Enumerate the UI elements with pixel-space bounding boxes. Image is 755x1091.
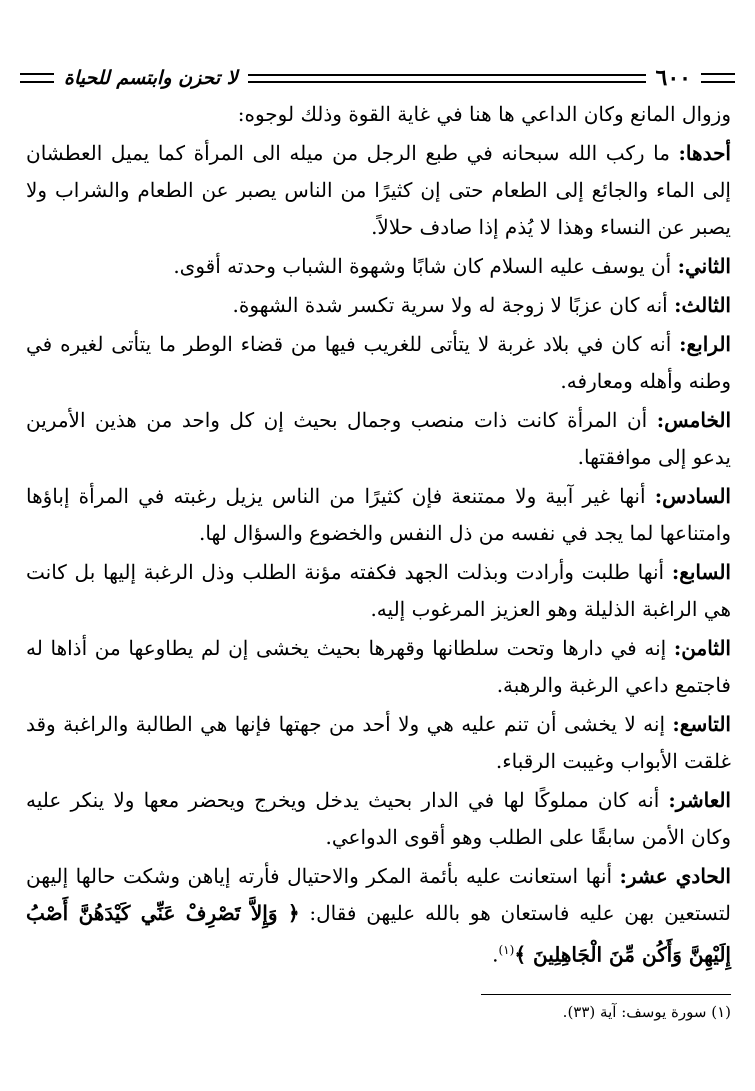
reason-text: إنه لا يخشى أن تنم عليه هي ولا أحد من جهتها فإنها هي الطالبة والراغبة وقد غلقت الأبواب وغيبت الرقباء. [26,712,731,773]
reason-paragraph [26,402,731,476]
reason-text: أنه كان عزبًا لا زوجة له ولا سرية تكسر شدة الشهوة. [232,293,675,317]
reason-paragraph [26,478,731,552]
sentence-end: . [492,942,499,967]
running-header [20,58,735,98]
reason-lead: أحدها: [678,141,731,165]
reason-paragraph-last [26,858,731,974]
reason-lead: الحادي عشر: [619,864,731,888]
reason-lead: السابع: [671,560,731,584]
reason-paragraph [26,287,731,324]
reason-text: أنها استعانت عليه بأئمة المكر والاحتيال فأرته إياهن وشكت حالها إليهن لتستعين بهن عليه فاستعان هو بالله عليهن فقال: [26,864,731,925]
running-title: لا تحزن وابتسم للحياة [64,67,238,89]
reason-paragraph [26,630,731,704]
page-number: ٦٠٠ [655,65,691,91]
reason-paragraph [26,326,731,400]
reason-text: أنه كان مملوكًا لها في الدار بحيث يدخل ويخرج ويحضر معها ولا ينكر عليه وكان الأمن سابقًا على الطلب وهو أقوى الدواعي. [26,788,731,849]
footnote-marker[interactable]: (١) [498,943,515,957]
reason-paragraph [26,706,731,780]
reason-text: ما ركب الله سبحانه في طبع الرجل من ميله الى المرأة كما يميل العطشان إلى الماء والجائع إلى الطعام حتى إن كثيرًا من الناس يصبر عن الطعام والشراب ولا يصبر عن النساء وهذا لا يُذم إذا صادف حلالاً. [26,141,731,239]
reason-text: إنه في دارها وتحت سلطانها وقهرها بحيث يخشى إن لم يطاوعها من أذاها له فاجتمع داعي الرغبة والرهبة. [26,636,731,697]
header-rule-middle [248,74,646,83]
reason-lead: التاسع: [672,712,731,736]
reason-paragraph [26,248,731,285]
intro-paragraph: وزوال المانع وكان الداعي ها هنا في غاية القوة وذلك لوجوه: [237,102,731,126]
reason-paragraph [26,554,731,628]
reason-lead: السادس: [654,484,731,508]
quran-verse: ﴿ وَإِلاَّ تَصْرِفْ عَنِّي كَيْدَهُنَّ أَصْبُ إِلَيْهِنَّ وَأَكُن مِّنَ الْجَاهِلِينَ ﴾ [26,901,731,967]
reason-text: أن يوسف عليه السلام كان شابًا وشهوة الشباب وحدته أقوى. [173,254,678,278]
reason-lead: الرابع: [679,332,731,356]
reason-paragraph [26,782,731,856]
header-rule-left [20,73,54,83]
header-rule-right [701,73,735,83]
footnote: (١) سورة يوسف: آية (٣٣). [562,1003,731,1021]
reason-text: أنها غير آبية ولا ممتنعة فإن كثيرًا من الناس يزيل رغبته في المرأة إباؤها وامتناعها لما يجد في نفسه من ذل النفس والخضوع والسؤال لها. [26,484,731,545]
reason-lead: العاشر: [668,788,731,812]
reason-lead: الثامن: [673,636,731,660]
body-text [26,96,731,976]
reason-lead: الخامس: [656,408,731,432]
footnote-divider [481,994,731,995]
reason-text: أنها طلبت وأرادت وبذلت الجهد فكفته مؤنة الطلب وذل الرغبة إليها بل كانت هي الراغبة الذليلة وهو العزيز المرغوب إليه. [26,560,731,621]
reason-lead: الثالث: [674,293,731,317]
reason-paragraph [26,135,731,246]
reason-lead: الثاني: [677,254,731,278]
reason-text: أن المرأة كانت ذات منصب وجمال بحيث إن كل واحد من هذين الأمرين يدعو إلى موافقتها. [26,408,731,469]
reason-text: أنه كان في بلاد غربة لا يتأتى للغريب فيها من قضاء الوطر ما يتأتى لغيره في وطنه وأهله ومعارفه. [26,332,731,393]
